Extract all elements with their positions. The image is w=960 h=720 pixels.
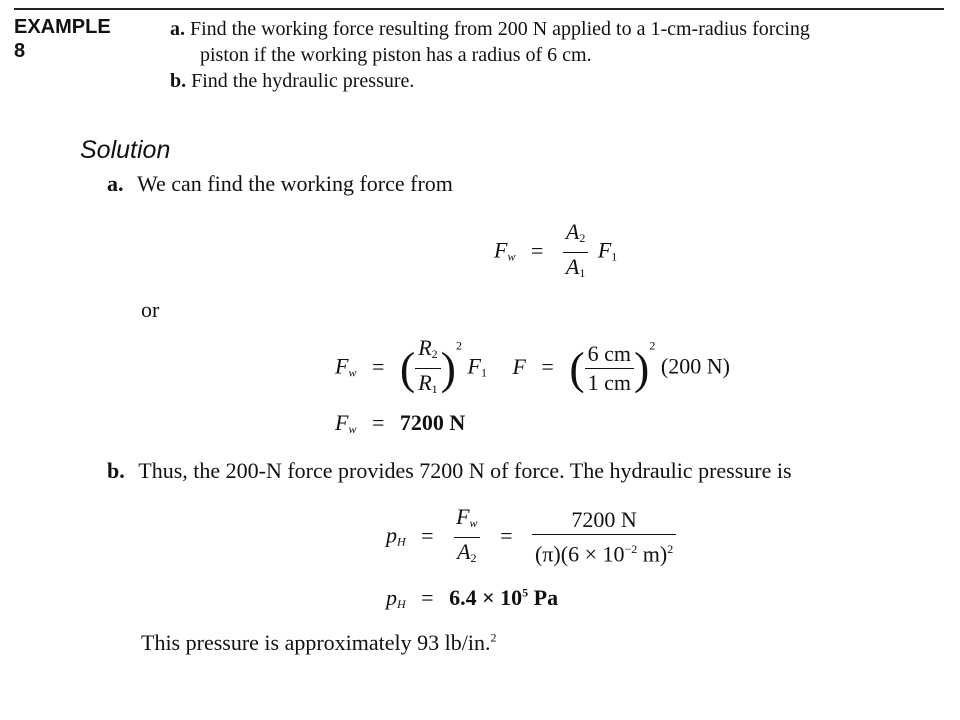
eq4-equals2: = <box>500 522 513 548</box>
eq2-num2: 6 cm <box>587 341 632 366</box>
eq4-lhs-sub: H <box>397 534 406 549</box>
eq2-exp2: 2 <box>649 338 656 353</box>
example-label <box>14 15 111 63</box>
closing-text-main: This pressure is approximately 93 lb/in. <box>141 630 491 655</box>
eq1-num-sub: 2 <box>579 231 586 245</box>
eq1-factor: F <box>597 237 612 263</box>
equation-pressure <box>386 503 680 572</box>
eq4-den2-pre: (π)(6 × 10 <box>534 541 625 567</box>
eq3-lhs-sub: w <box>348 422 357 436</box>
eq5-lhs: p <box>386 585 397 610</box>
eq2-fraction <box>415 334 440 403</box>
eq2-den: R <box>418 370 432 395</box>
eq4-den2-post: m) <box>637 541 668 567</box>
eq4-den-sub: 2 <box>470 551 477 565</box>
problem-b-line1: Find the hydraulic pressure. <box>191 70 415 92</box>
eq1-fraction <box>563 218 588 287</box>
eq2-right-paren: ) <box>440 342 456 394</box>
eq4-num-sub: w <box>469 516 478 530</box>
eq2-tail: (200 N) <box>660 353 730 379</box>
problem-b-marker: b. <box>170 70 187 92</box>
eq5-result-exp: 5 <box>522 585 529 600</box>
equation-pressure-result <box>386 585 558 612</box>
problem-a-line2: piston if the working piston has a radius of 6 cm. <box>200 44 592 66</box>
eq4-num2: 7200 N <box>571 507 637 533</box>
eq2-num: R <box>418 335 432 360</box>
problem-b <box>170 68 810 94</box>
eq4-equals: = <box>421 522 434 548</box>
eq5-equals: = <box>421 585 434 610</box>
closing-text <box>141 630 497 656</box>
eq1-num: A <box>565 219 580 244</box>
eq1-equals: = <box>530 237 544 263</box>
closing-text-sup: 2 <box>490 630 497 645</box>
eq2-left-paren2: ( <box>569 342 585 394</box>
solution-b-marker: b. <box>107 458 125 483</box>
eq1-lhs-sub: w <box>507 249 516 264</box>
eq4-den2-exp: −2 <box>624 542 638 557</box>
eq2-num-sub: 2 <box>431 347 438 361</box>
solution-b-text: Thus, the 200-N force provides 7200 N of force. The hydraulic pressure is <box>138 458 792 483</box>
eq2-lhs2: F <box>512 353 526 379</box>
top-rule <box>14 8 944 10</box>
eq4-lhs: p <box>386 522 397 548</box>
problem-statement <box>170 16 810 94</box>
eq2-equals: = <box>371 353 385 379</box>
eq3-result: 7200 N <box>399 410 466 435</box>
eq2-equals2: = <box>541 353 554 379</box>
eq5-result-pre: 6.4 × 10 <box>449 585 523 610</box>
eq2-factor: F <box>467 353 481 379</box>
equation-radius-ratio <box>335 334 730 403</box>
solution-a-text: We can find the working force from <box>137 171 453 196</box>
equation-working-force <box>494 218 617 287</box>
eq1-factor-sub: 1 <box>611 249 618 264</box>
example-number: 8 <box>14 40 26 62</box>
eq4-fraction <box>453 503 480 572</box>
eq2-lhs: F <box>335 353 349 379</box>
eq4-den: A <box>457 539 471 564</box>
equation-force-result <box>335 410 465 437</box>
problem-a <box>170 16 810 42</box>
eq4-den2-sq: 2 <box>667 542 674 557</box>
eq1-den: A <box>565 254 580 279</box>
eq2-exp: 2 <box>456 338 462 353</box>
solution-heading: Solution <box>80 136 171 164</box>
solution-a-intro <box>107 171 453 197</box>
eq2-factor-sub: 1 <box>480 365 487 380</box>
example-label-text: EXAMPLE <box>14 16 111 38</box>
solution-a-marker: a. <box>107 171 124 196</box>
eq3-equals: = <box>371 410 385 435</box>
eq2-fraction2 <box>585 340 634 397</box>
eq2-lhs-sub: w <box>348 365 357 380</box>
eq2-right-paren2: ) <box>634 342 650 394</box>
eq1-den-sub: 1 <box>579 266 586 280</box>
eq2-den2: 1 cm <box>585 368 634 397</box>
eq2-left-paren: ( <box>399 342 416 394</box>
problem-a-line1: Find the working force resulting from 200 N applied to a 1-cm-radius forcing <box>190 18 810 40</box>
eq1-lhs: F <box>494 237 508 263</box>
eq4-fraction2 <box>532 506 676 568</box>
eq5-result-post: Pa <box>528 585 559 610</box>
solution-b-intro <box>107 458 792 484</box>
eq5-lhs-sub: H <box>397 597 406 611</box>
eq4-num: F <box>456 504 470 529</box>
eq2-den-sub: 1 <box>431 382 438 396</box>
or-text: or <box>141 297 160 322</box>
eq3-lhs: F <box>335 410 349 435</box>
problem-a-marker: a. <box>170 18 185 40</box>
